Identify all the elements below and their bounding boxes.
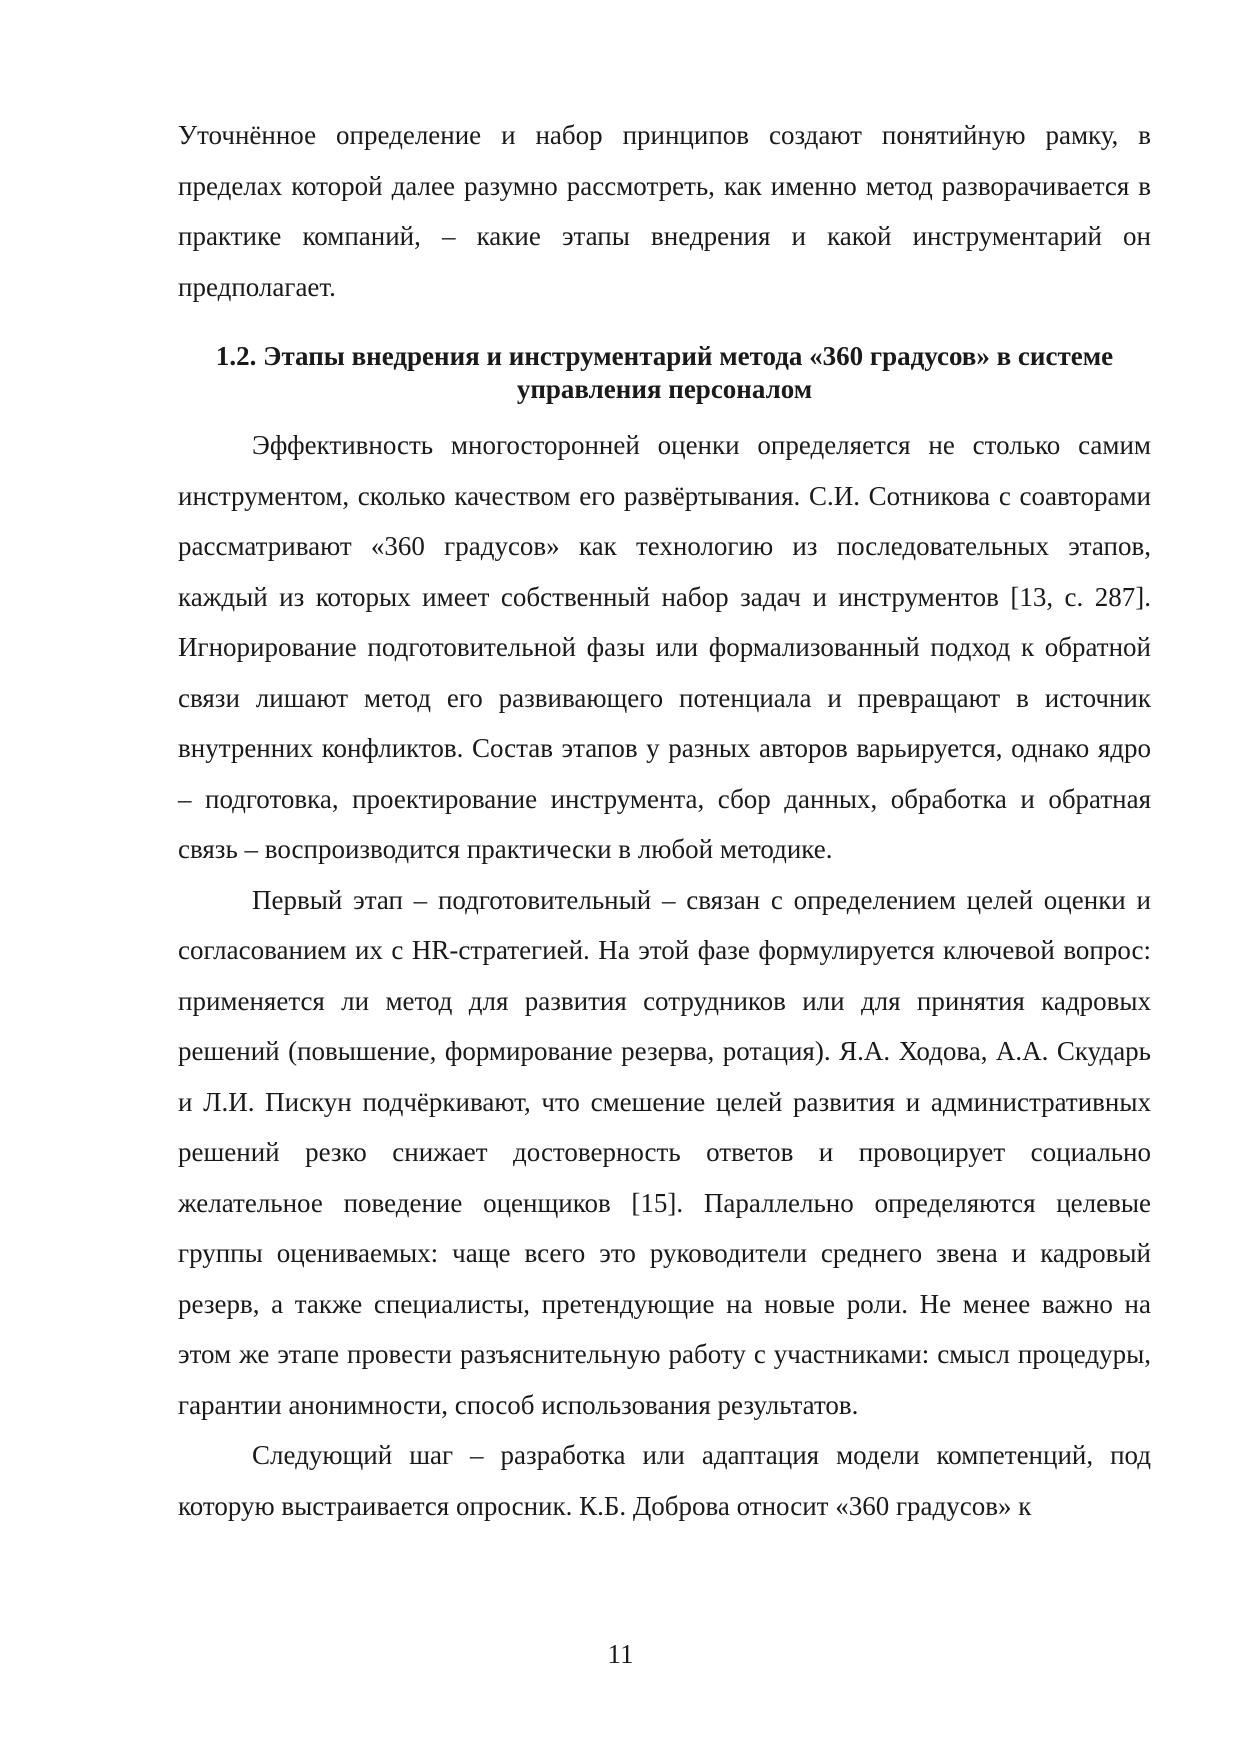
intro-paragraph: Уточнённое определение и набор принципов создают понятийную рамку, в пределах которой далее разумно рассмотреть, как именно метод разворачивается в практике компаний, – какие этапы внедрения и какой инструментарий он предполагает. [178,120,1151,302]
document-page [178,110,1151,1531]
body-paragraph-3: Следующий шаг – разработка или адаптация модели компетенций, под которую выстраивается опросник. К.Б. Доброва относит «360 градусов» к [178,1440,1151,1521]
body-paragraph-1: Эффективность многосторонней оценки определяется не столько самим инструментом, сколько качеством его развёртывания. С.И. Сотникова с соавторами рассматривают «360 градусов» как технологию из последовательных этапов, каждый из которых имеет собственный набор задач и инструментов [13, с. 287]. Игнорирование подготовительной фазы или формализованный подход к обратной связи лишают метод его развивающего потенциала и превращают в источник внутренних конфликтов. Состав этапов у разных авторов варьируется, однако ядро – подготовка, проектирование инструмента, сбор данных, обработка и обратная связь – воспроизводится практически в любой методике. [178,430,1151,864]
page-number: 11 [607,1639,634,1669]
section-heading: 1.2. Этапы внедрения и инструментарий метода «360 градусов» в системе управления персоналом [215,341,1114,404]
body-paragraph-2: Первый этап – подготовительный – связан с определением целей оценки и согласованием их с HR-стратегией. На этой фазе формулируется ключевой вопрос: применяется ли метод для развития сотрудников или для принятия кадровых решений (повышение, формирование резерва, ротация). Я.А. Ходова, А.А. Скударь и Л.И. Пискун подчёркивают, что смешение целей развития и административных решений резко снижает достоверность ответов и провоцирует социально желательное поведение оценщиков [15]. Параллельно определяются целевые группы оцениваемых: чаще всего это руководители среднего звена и кадровый резерв, а также специалисты, претендующие на новые роли. Не менее важно на этом же этапе провести разъяснительную работу с участниками: смысл процедуры, гарантии анонимности, способ использования результатов. [178,884,1151,1420]
